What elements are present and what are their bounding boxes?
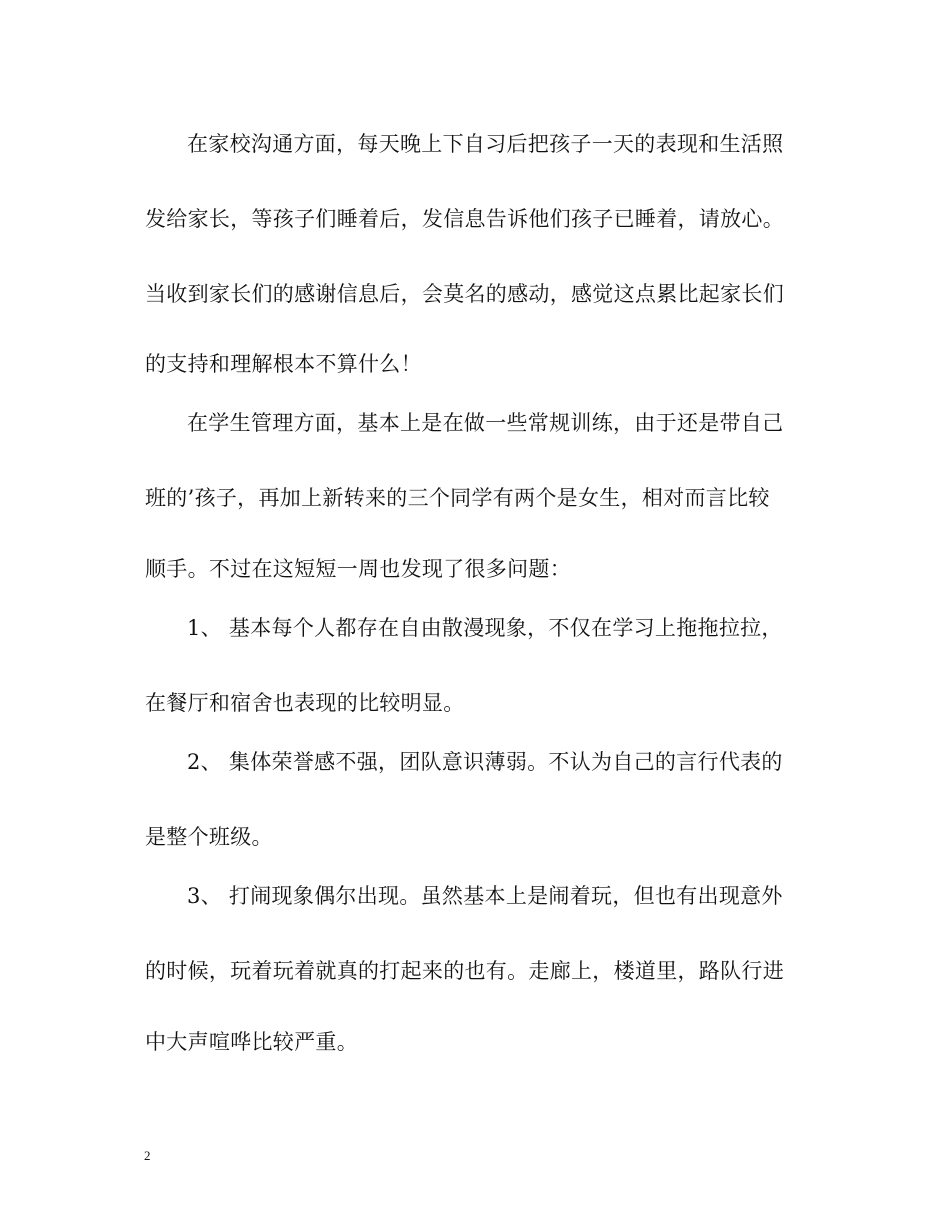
text-line: 2、 集体荣誉感不强，团队意识薄弱。不认为自己的言行代表的	[187, 750, 783, 774]
text-line: 3、 打闹现象偶尔出现。虽然基本上是闹着玩，但也有出现意外	[187, 884, 783, 908]
text-line: 当收到家长们的感谢信息后，会莫名的感动，感觉这点累比起家长们	[145, 282, 784, 306]
text-line: 班的’孩子，再加上新转来的三个同学有两个是女生，相对而言比较	[145, 486, 770, 510]
text-line: 在餐厅和宿舍也表现的比较明显。	[145, 691, 465, 715]
text-line: 顺手。不过在这短短一周也发现了很多问题：	[145, 557, 571, 581]
text-line: 1、 基本每个人都存在自由散漫现象，不仅在学习上拖拖拉拉，	[187, 616, 783, 640]
text-line: 发给家长，等孩子们睡着后，发信息告诉他们孩子已睡着，请放心。	[145, 207, 784, 231]
text-line: 中大声喧哗比较严重。	[145, 1030, 358, 1054]
text-line: 的支持和理解根本不算什么！	[145, 352, 422, 376]
text-line: 的时候，玩着玩着就真的打起来的也有。走廊上，楼道里，路队行进	[145, 959, 784, 983]
text-line: 在学生管理方面，基本上是在做一些常规训练，由于还是带自己	[187, 411, 784, 435]
text-line: 在家校沟通方面，每天晚上下自习后把孩子一天的表现和生活照	[187, 132, 784, 156]
text-line: 是整个班级。	[145, 825, 273, 849]
page-number: 2	[144, 1148, 151, 1163]
